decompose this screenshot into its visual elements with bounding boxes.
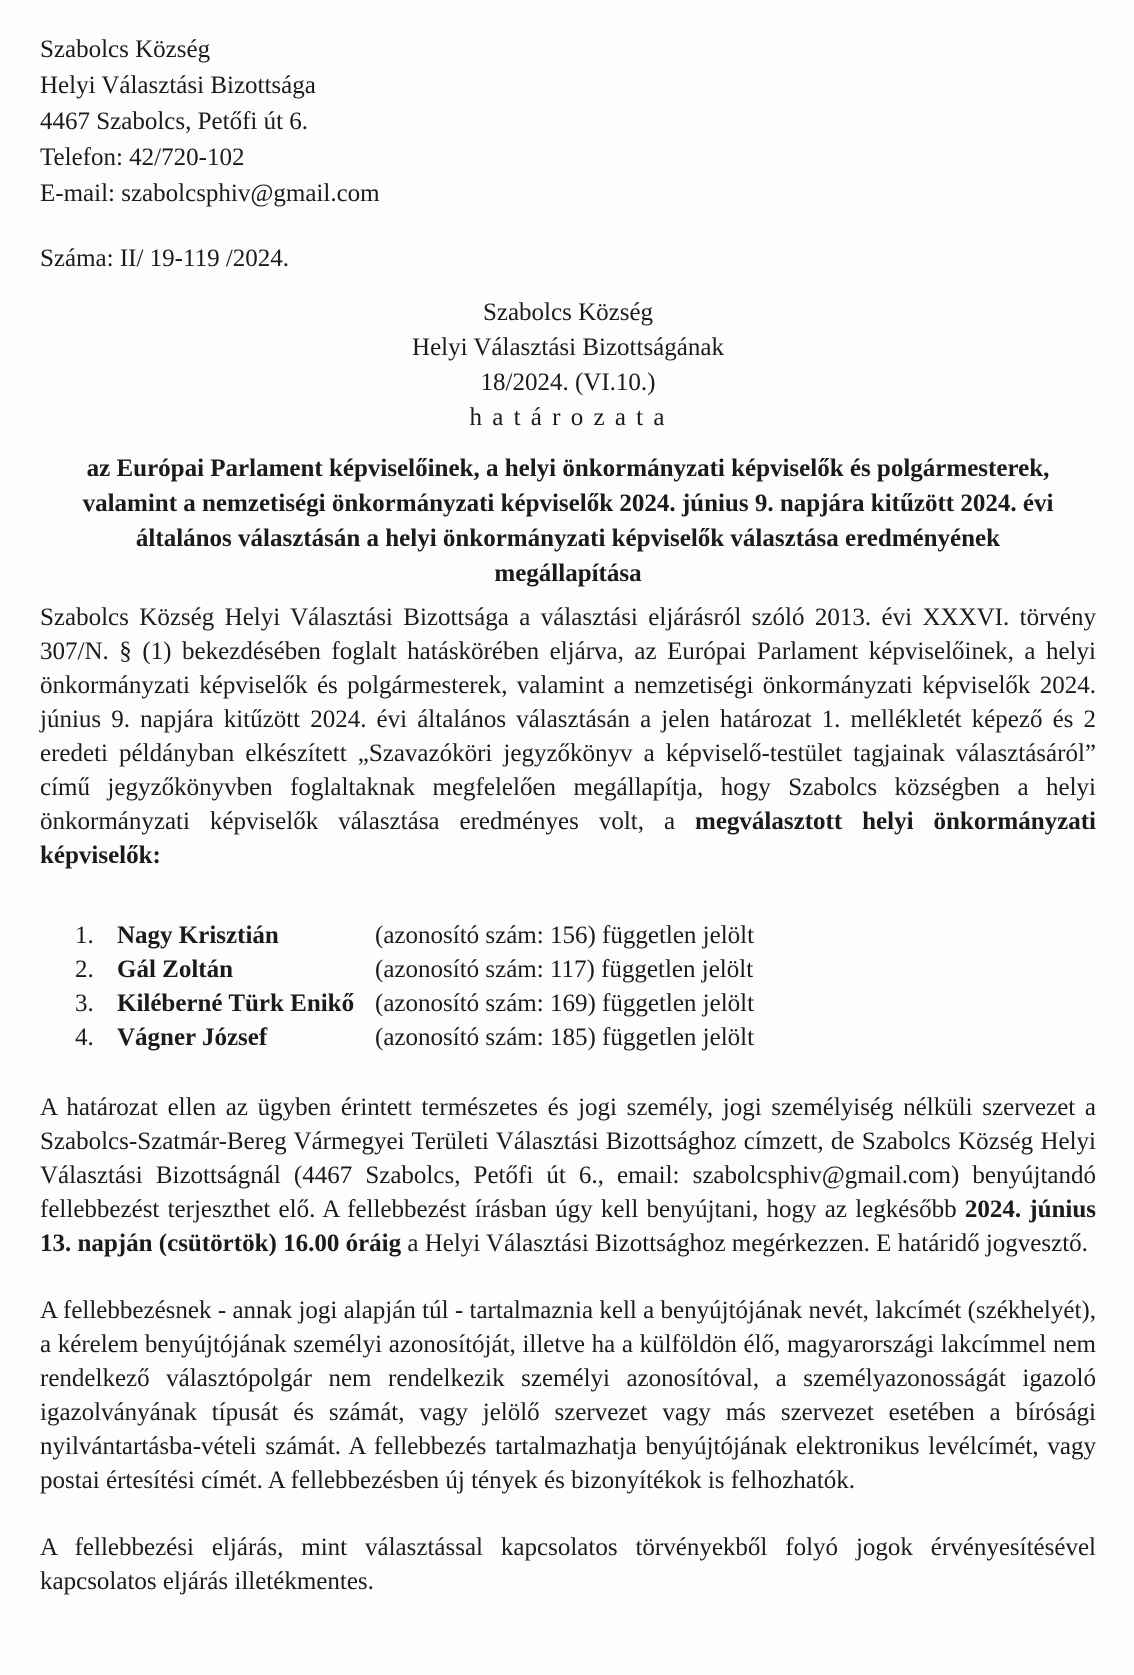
letterhead [40,32,1096,212]
representative-row [75,987,1096,1021]
representative-name: Kiléberné Türk Enikő [117,990,355,1017]
representative-row [75,953,1096,987]
representative-number: 2. [75,956,94,983]
decision-number: 18/2024. (VI.10.) [480,369,656,396]
decision-word: h a t á r o z a t a [469,404,667,431]
decision-heading-org: Szabolcs Község [482,299,654,326]
appeal-paragraph-requirements: A fellebbezésnek - annak jogi alapján túl - tartalmaznia kell a benyújtójának nevét, lakcímét (székhelyét), a kérelem benyújtójának személyi azonosítóját, illetve ha a külföldön élő, magyarországi lakcímmel nem rendelkező választópolgár nem rendelkezik személyi azonosítóval, a személyazonosságát igazoló igazolványának típusát és számát, vagy jelölő szervezet vagy más szervezet esetében a bírósági nyilvántartásba-vételi számát. A fellebbezés tartalmazhatja benyújtójának elektronikus levélcímét, vagy postai értesítési címét. A fellebbezésben új tények és bizonyítékok is felhozhatók. [40,1297,1096,1494]
representative-row [75,1021,1096,1055]
decision-heading-committee: Helyi Választási Bizottságának [412,334,724,361]
representative-number: 4. [75,1024,94,1051]
case-number: Száma: II/ 19-119 /2024. [40,245,290,272]
representative-details: (azonosító szám: 117) független jelölt [375,956,754,983]
operative-paragraph [40,601,1096,873]
appeal-paragraph-deadline [40,1091,1096,1261]
letterhead-org-name: Szabolcs Község [40,36,211,63]
letterhead-committee-name: Helyi Választási Bizottsága [40,72,316,99]
representative-details: (azonosító szám: 169) független jelölt [375,990,755,1017]
decision-heading [40,295,1096,435]
representative-details: (azonosító szám: 185) független jelölt [375,1024,755,1051]
representative-details: (azonosító szám: 156) független jelölt [375,922,755,949]
letterhead-phone: Telefon: 42/720-102 [40,144,245,171]
appeal-deadline-bold: 2024. június 13. napján (csütörtök) 16.00 óráig [40,1196,1097,1257]
operative-text: Szabolcs Község Helyi Választási Bizottsága a választási eljárásról szóló 2013. évi XXXVI. törvény 307/N. § (1) bekezdésében foglalt hatáskörében eljárva, az Európai Parlament képviselőinek, a helyi önkormányzati képviselők és polgármesterek, valamint a nemzetiségi önkormányzati képviselők 2024. június 9. napjára kitűzött 2024. évi általános választásán a jelen határozat 1. mellékletét képező és 2 eredeti példányban elkészített „Szavazóköri jegyzőkönyv a képviselő-testület tagjainak választásáról” című jegyzőkönyvben foglaltaknak megfelelően megállapítja, hogy Szabolcs községben a helyi önkormányzati képviselők választása eredményes volt, a [40,604,1096,835]
appeal-text-after: a Helyi Választási Bizottsághoz megérkezzen. E határidő jogvesztő. [401,1230,1088,1257]
decision-subject: az Európai Parlament képviselőinek, a helyi önkormányzati képviselők és polgármesterek, valamint a nemzetiségi önkormányzati képviselők 2024. június 9. napjára kitűzött 2024. évi általános választásán a helyi önkormányzati képviselők választása eredményének megállapítása [82,455,1054,587]
elected-representatives-list [75,919,1096,1055]
representative-number: 3. [75,990,94,1017]
letterhead-address: 4467 Szabolcs, Petőfi út 6. [40,108,309,135]
operative-bold-text: megválasztott helyi önkormányzati képviselők: [40,808,1097,869]
representative-name: Nagy Krisztián [117,922,279,949]
representative-number: 1. [75,922,94,949]
representative-name: Gál Zoltán [117,956,233,983]
appeal-text-before: A határozat ellen az ügyben érintett természetes és jogi személy, jogi személyiség nélküli szervezet a Szabolcs-Szatmár-Bereg Vármegyei Területi Választási Bizottsághoz címzett, de Szabolcs Község Helyi Választási Bizottságnál (4467 Szabolcs, Petőfi út 6., email: szabolcsphiv@gmail.com) benyújtandó fellebbezést terjeszthet elő. A fellebbezést írásban úgy kell benyújtani, hogy az legkésőbb [40,1094,1096,1223]
letterhead-email: E-mail: szabolcsphiv@gmail.com [40,180,380,207]
appeal-paragraph-fee-exemption: A fellebbezési eljárás, mint választással kapcsolatos törvényekből folyó jogok érvényesítésével kapcsolatos eljárás illetékmentes. [40,1534,1096,1595]
representative-row [75,919,1096,953]
representative-name: Vágner József [117,1024,268,1051]
